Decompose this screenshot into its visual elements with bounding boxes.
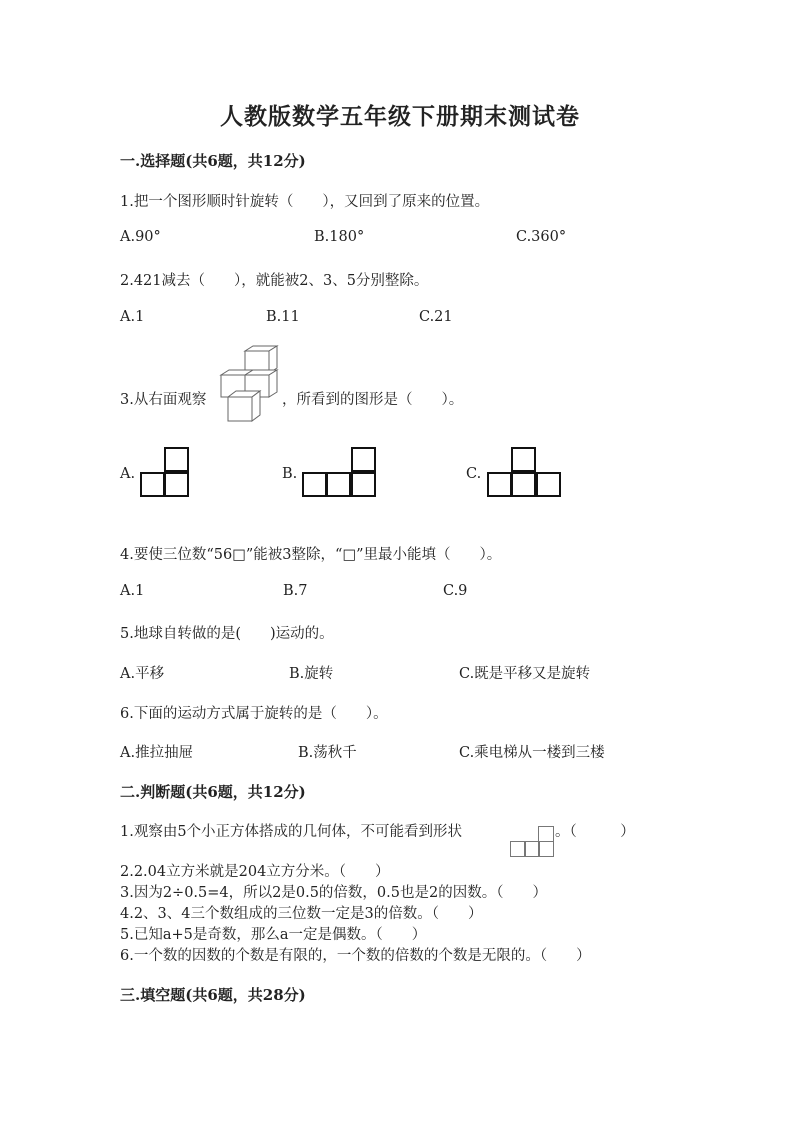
question-1-option-a: A.90° (120, 229, 161, 245)
question-3-stem-end: ，所看到的图形是（ ）。 (282, 392, 464, 408)
question-2-option-b: B.11 (266, 309, 300, 325)
section-heading-choice: 一.选择题(共6题，共12分) (120, 152, 306, 170)
judgement-5: 5.已知a+5是奇数，那么a一定是偶数。（ ） (120, 927, 427, 943)
question-3-stem: 3.从右面观察 (120, 392, 207, 408)
judgement-1-stem: 1.观察由5个小正方体搭成的几何体，不可能看到形状 (120, 824, 463, 840)
question-1-stem: 1.把一个图形顺时针旋转（ ），又回到了原来的位置。 (120, 194, 490, 210)
question-3-option-a: A. (120, 466, 136, 482)
question-6-option-c: C.乘电梯从一楼到三楼 (459, 745, 605, 761)
question-5-option-c: C.既是平移又是旋转 (459, 666, 591, 682)
question-6-stem: 6.下面的运动方式属于旋转的是（ ）。 (120, 706, 388, 722)
question-6-option-a: A.推拉抽屉 (120, 745, 194, 761)
question-4-option-a: A.1 (120, 583, 145, 599)
exam-title: 人教版数学五年级下册期末测试卷 (220, 103, 580, 130)
question-3-option-c: C. (466, 466, 482, 482)
question-2-stem: 2.421减去（ ），就能被2、3、5分别整除。 (120, 273, 429, 289)
question-3-option-b: B. (282, 466, 298, 482)
question-2-option-a: A.1 (120, 309, 145, 325)
judgement-3: 3.因为2÷0.5=4，所以2是0.5的倍数，0.5也是2的因数。（ ） (120, 885, 547, 901)
question-4-stem: 4.要使三位数“56□”能被3整除，“□”里最小能填（ ）。 (120, 547, 502, 563)
section-heading-judgement: 二.判断题(共6题，共12分) (120, 783, 306, 801)
question-5-option-b: B.旋转 (289, 666, 334, 682)
section-heading-fill-blank: 三.填空题(共6题，共28分) (120, 986, 306, 1004)
question-6-option-b: B.荡秋千 (298, 745, 357, 761)
judgement-1-stem-end: 。（ ） (555, 824, 635, 840)
question-5-stem: 5.地球自转做的是( )运动的。 (120, 626, 334, 642)
judgement-6: 6.一个数的因数的个数是有限的，一个数的倍数的个数是无限的。（ ） (120, 948, 591, 964)
question-5-option-a: A.平移 (120, 666, 165, 682)
question-4-option-b: B.7 (283, 583, 308, 599)
cube-stack-figure (218, 345, 280, 425)
judgement-4: 4.2、3、4三个数组成的三位数一定是3的倍数。（ ） (120, 906, 483, 922)
question-2-option-c: C.21 (419, 309, 453, 325)
question-1-option-c: C.360° (516, 229, 567, 245)
question-4-option-c: C.9 (443, 583, 468, 599)
question-1-option-b: B.180° (314, 229, 365, 245)
judgement-2: 2.2.04立方米就是204立方分米。（ ） (120, 864, 390, 880)
